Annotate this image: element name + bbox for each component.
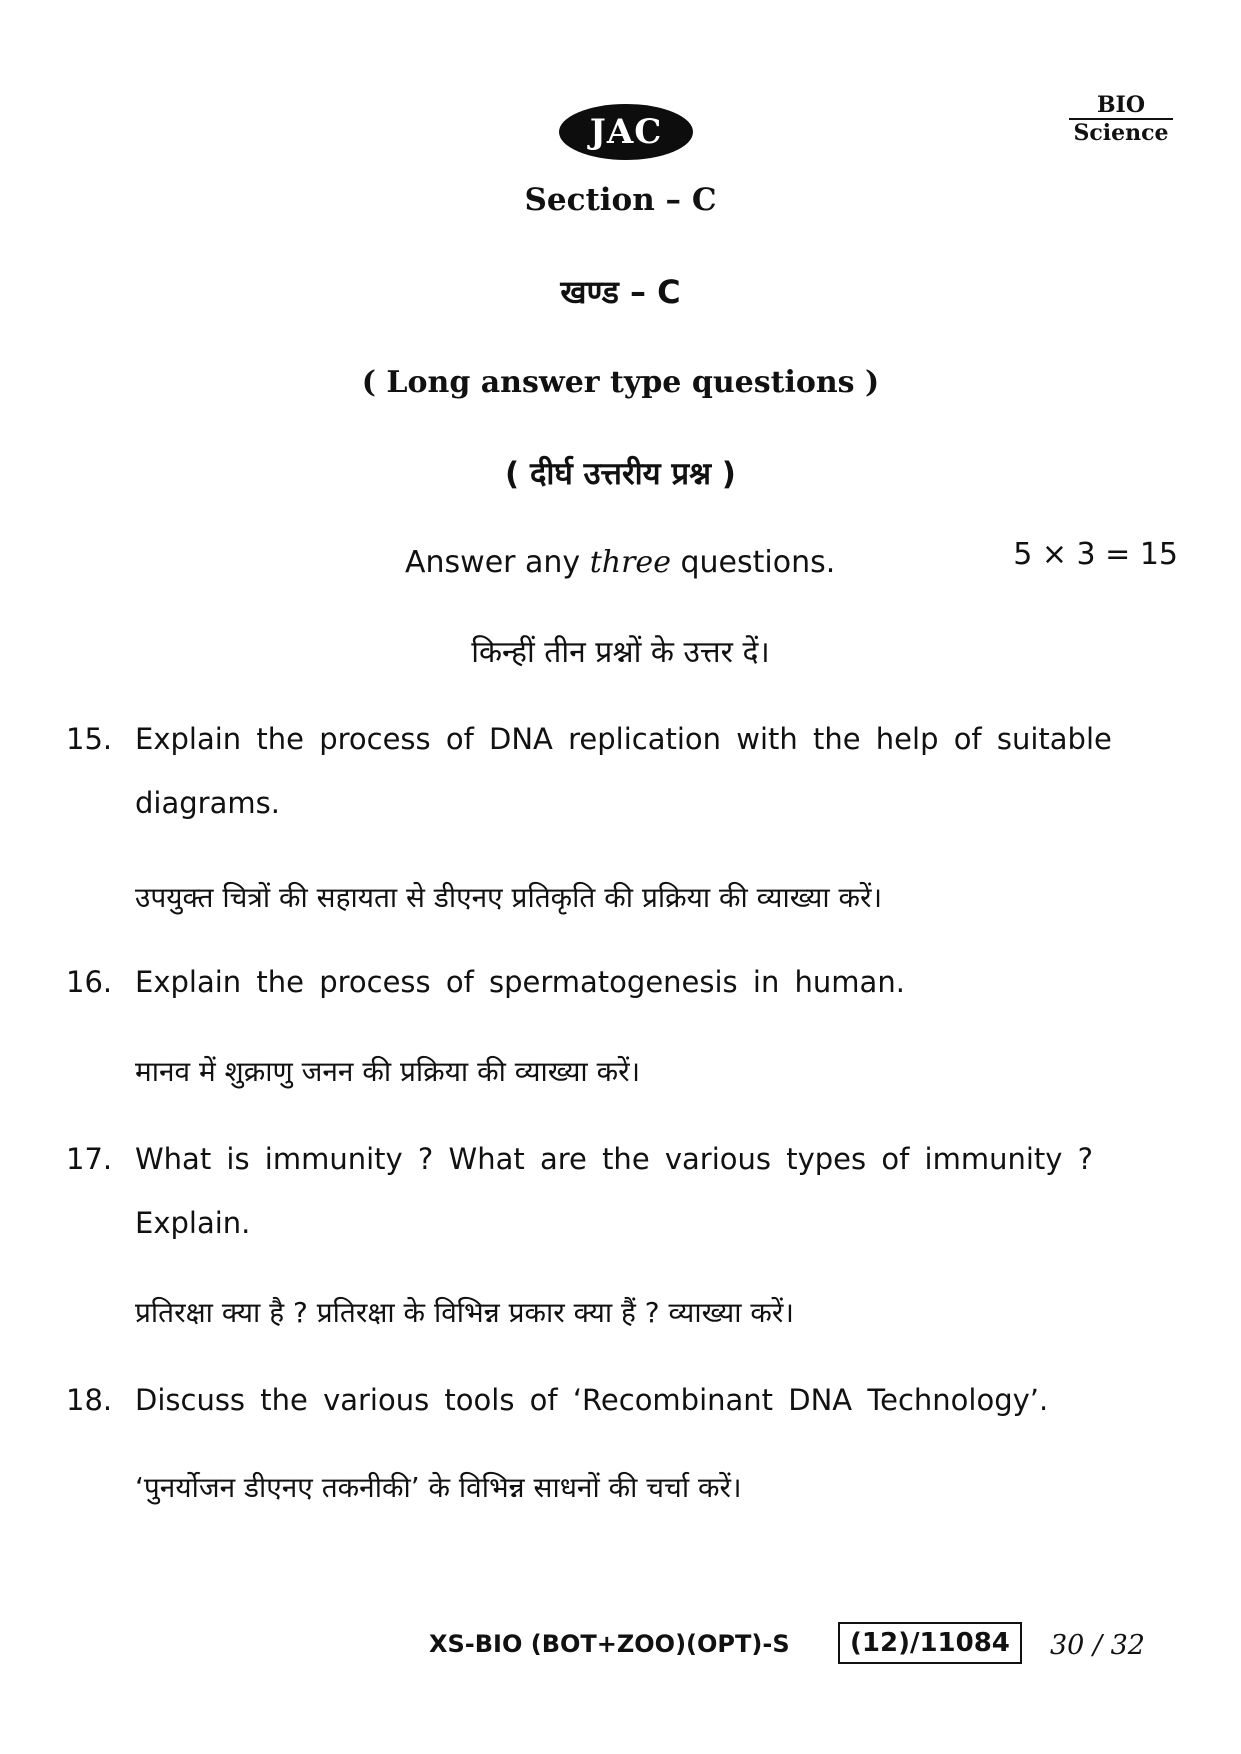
- instruction-hindi: किन्हीं तीन प्रश्नों के उत्तर दें।: [471, 635, 770, 670]
- section-title: Section – C: [524, 182, 717, 218]
- question-type: ( Long answer type questions ): [361, 365, 880, 400]
- instruction-prefix: Answer any: [405, 545, 590, 580]
- instruction-emphasis: three: [589, 545, 671, 580]
- instruction-suffix: questions.: [670, 545, 836, 580]
- question-number: 16.: [66, 965, 113, 999]
- section-title-hindi: खण्ड – C: [560, 273, 681, 311]
- question-number: 18.: [66, 1383, 113, 1417]
- question-number: 15.: [66, 722, 113, 756]
- question-text-hindi: उपयुक्त चित्रों की सहायता से डीएनए प्रतिकृति की प्रक्रिया की व्याख्या करें।: [135, 881, 883, 914]
- subject-bottom: Science: [1073, 120, 1169, 147]
- subject-label: [1069, 92, 1173, 147]
- question-text-hindi: ‘पुनर्योजन डीएनए तकनीकी’ के विभिन्न साधनों की चर्चा करें।: [135, 1471, 742, 1504]
- question-number: 17.: [66, 1142, 113, 1176]
- question-text-hindi: मानव में शुक्राणु जनन की प्रक्रिया की व्याख्या करें।: [135, 1055, 641, 1088]
- question-text-english: What is immunity ? What are the various types of immunity ? Explain.: [135, 1142, 1094, 1240]
- question-type-hindi: ( दीर्घ उत्तरीय प्रश्न ): [505, 456, 736, 492]
- question-text-english: Explain the process of spermatogenesis in human.: [135, 965, 905, 999]
- paper-code: XS-BIO (BOT+ZOO)(OPT)-S: [429, 1630, 790, 1658]
- instruction-english: [405, 545, 835, 580]
- logo-text: JAC: [589, 112, 663, 152]
- question-text-hindi: प्रतिरक्षा क्या है ? प्रतिरक्षा के विभिन्न प्रकार क्या हैं ? व्याख्या करें।: [135, 1296, 794, 1329]
- question-text-english: Explain the process of DNA replication with the help of suitable diagrams.: [135, 722, 1112, 820]
- serial-code-box: (12)/11084: [838, 1622, 1022, 1664]
- jac-logo: [559, 104, 693, 160]
- subject-top: BIO: [1069, 92, 1173, 120]
- marks-distribution: 5 × 3 = 15: [1013, 537, 1178, 572]
- question-text-english: Discuss the various tools of ‘Recombinant DNA Technology’.: [135, 1383, 1049, 1417]
- page-number: 30 / 32: [1050, 1630, 1145, 1661]
